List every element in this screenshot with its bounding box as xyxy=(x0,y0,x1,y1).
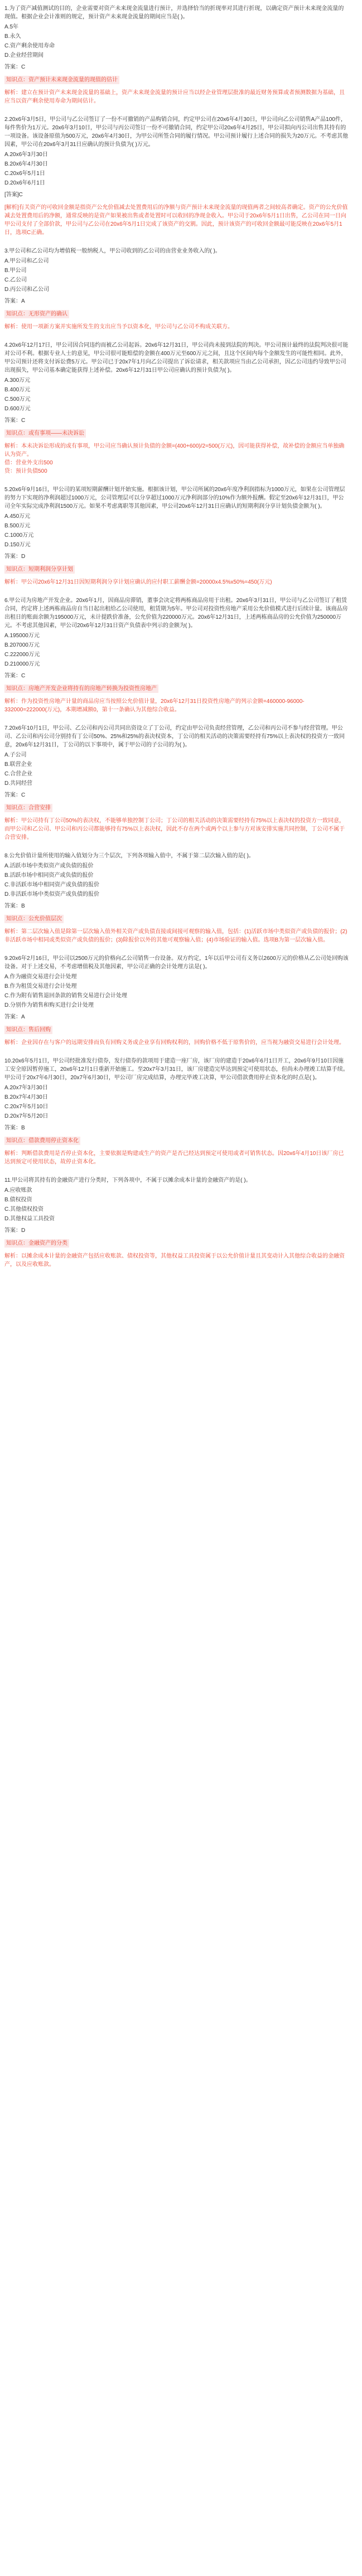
question-block xyxy=(4,115,349,237)
knowledge-point-row xyxy=(4,915,349,923)
knowledge-point-tag: 知识点：金融资产的分类 xyxy=(4,1239,69,1248)
answer-line: 答案：C xyxy=(4,673,26,679)
option-item: B.永久 xyxy=(4,33,21,40)
option-item: B.联营企业 xyxy=(4,761,32,768)
option-item: D.非活跃市场中类似资产或负债的报价 xyxy=(4,891,99,898)
option-item: B.作为租赁交易进行会计处理 xyxy=(4,983,77,989)
option-item: A.应收账款 xyxy=(4,1187,32,1194)
explanation-text: 解析：建立在预计资产未来现金流量的基础上，资产未来现金流量的预计应当以经企业管理层批准的最近财务预算或者预测数据为基础，且应当以资产剩余使用寿命为期间估计。 xyxy=(4,90,345,104)
knowledge-point-tag: 知识点：售后回购 xyxy=(4,1026,52,1034)
question-block xyxy=(4,596,349,714)
option-item: C.其他债权投资 xyxy=(4,1206,44,1212)
explanation-text: 解析：甲公司持有丁公司50%的表决权，不能够单独控制丁公司；丁公司的相关活动的决策需要经持有75%以上表决权的投资方一致同意，而甲公司和乙公司、甲公司和丙公司都能够持有75%以上表决权，因此不存在两个或两个以上参与方对该安排实施共同控制，丁公司不属于合营安排。 xyxy=(4,818,345,841)
knowledge-point-row xyxy=(4,804,349,812)
answer-line: 答案：A xyxy=(4,1014,25,1020)
knowledge-point-row xyxy=(4,565,349,574)
answer-line: 答案：D xyxy=(4,554,26,560)
question-block xyxy=(4,247,349,331)
answer-line: 答案：B xyxy=(4,903,25,909)
question-stem: 9.20x6年2月16日，甲公司以2500万元的价格向乙公司销售一台设备。双方约定，1年以后甲公司有义务以2600万元的价格从乙公司处回购该设备。对于上述交易，不考虑增值税及其他因素，甲公司正确的会计处理方法是( )。 xyxy=(4,955,349,970)
answer-line: 答案：C xyxy=(4,418,26,424)
option-item: C.乙公司 xyxy=(4,277,27,283)
option-item: A.450万元 xyxy=(4,513,31,520)
option-item: A.195000万元 xyxy=(4,633,40,639)
knowledge-point-tag: 知识点：公允价值层次 xyxy=(4,915,64,923)
knowledge-point-row xyxy=(4,76,349,84)
option-item: A.子公司 xyxy=(4,752,27,758)
option-item: B.20x6年4月30日 xyxy=(4,161,48,167)
question-block xyxy=(4,852,349,944)
knowledge-point-row xyxy=(4,1026,349,1034)
option-item: B.400万元 xyxy=(4,387,31,393)
answer-line: 答案：D xyxy=(4,1228,26,1234)
question-stem: 7.20x6年10月1日，甲公司、乙公司和丙公司共同出资设立了丁公司，约定由甲公司负责经营管理，乙公司和丙公司不参与经营管理。甲公司、乙公司和丙公司分别持有丁公司50%、25%和25%的表决权资本，丁公司的相关活动的决策需要经持有75%以上表决权的投资方一致同意，20x6年12月31日，丁公司的以下事项中，属于甲公司的子公司的为( )。 xyxy=(4,725,345,748)
option-item: A.300万元 xyxy=(4,377,31,384)
option-item: D.210000万元 xyxy=(4,661,40,667)
question-block xyxy=(4,724,349,842)
knowledge-point-tag: 知识点：资产预计未来现金流量的现值的估计 xyxy=(4,76,119,84)
question-stem: 1.为了资产减值测试的目的，企业需要对资产未来现金流量进行预计，并选择恰当的折现率对其进行折现，以确定资产预计未来现金流量的现值。根据企业会计准则的规定，预计资产未来现金流量的期间应当是( )。 xyxy=(4,6,344,20)
question-block xyxy=(4,486,349,586)
option-item: B.500万元 xyxy=(4,523,31,529)
option-item: D.20x6年6月1日 xyxy=(4,180,45,186)
option-item: A.20x6年3月30日 xyxy=(4,152,48,158)
explanation-text: 解析：企业因存在与客户的远期安排而负有回购义务或企业享有回购权利的，回购价格不低于原售价的，应当视为融资交易进行会计处理。 xyxy=(4,1040,345,1046)
explanation-text: 解析：第二层次输入值是除第一层次输入值外相关资产或负债直接或间接可观察的输入值，包括：(1)活跃市场中类似资产或负债的报价；(2)非活跃市场中相同或类似资产或负债的报价；(3)除报价以外的其他可观察输入值；(4)市场验证的输入值。选项B为第一层次输入值。 xyxy=(4,929,347,943)
answer-line: 答案：C xyxy=(4,792,26,798)
question-block xyxy=(4,4,349,105)
knowledge-point-tag: 知识点：短期利润分享计划 xyxy=(4,565,75,574)
option-item: D.150万元 xyxy=(4,542,31,548)
question-stem: 2.20x6年3月5日，甲公司与乙公司签订了一份不可撤销的产品购销合同，约定甲公司在20x6年4月30日，甲公司向乙公司销售A产品100件，每件售价为1万元。20x6年3月10日，甲公司与丙公司签订一份不可撤销合同，约定甲公司20x6年4月25日，甲公司拟向丙公司出售其持有的一项设备。该设备原值为500万元，20x6年4月30日，为甲公司所签合同的履行情况。甲公司预计履行上述合同的损失为20万元。不考虑其他因素，甲公司在20x6年3月31日应确认的预计负债为( )万元。 xyxy=(4,117,349,148)
option-item: B.20x7年4月30日 xyxy=(4,1094,48,1100)
question-stem: 11.甲公司将其持有的金融资产进行分类时，下列各项中，不属于以摊余成本计量的金融资产的是( )。 xyxy=(4,1177,252,1183)
knowledge-point-tag: 知识点：合营安排 xyxy=(4,804,52,812)
option-item: B.207000万元 xyxy=(4,642,40,648)
explanation-text: 解析：甲公司20x6年12月31日因短期利润分享计划应确认的应付职工薪酬金额=20000x4.5%x50%=450(万元) xyxy=(4,579,272,585)
question-stem: 3.甲公司和乙公司均为增值税一般纳税人，甲公司收到的乙公司的由营业业务收入的( )。 xyxy=(4,248,221,254)
question-block xyxy=(4,954,349,1047)
option-item: D.其他权益工具投资 xyxy=(4,1216,55,1222)
option-item: A.20x7年3月30日 xyxy=(4,1085,48,1091)
option-item: A.活跃市场中类似资产或负债的报价 xyxy=(4,863,94,869)
explanation-text: 解析：使用一项新方案并实施所发生的支出应当予以资本化，甲公司与乙公司不构成关联方。 xyxy=(4,324,233,330)
option-item: B.债权投资 xyxy=(4,1197,32,1203)
option-item: D.共同经营 xyxy=(4,780,32,787)
option-item: C.合营企业 xyxy=(4,771,32,777)
option-item: D.20x7年5月20日 xyxy=(4,1113,49,1119)
option-item: C.20x6年5月1日 xyxy=(4,171,45,177)
option-item: D.600万元 xyxy=(4,406,31,412)
question-block xyxy=(4,341,349,476)
explanation-text: [解析]有关资产的可收回金额是指资产公允价值减去处置费用后的净额与资产预计未来现金流量的现值两者之间较高者确定。资产的公允价值减去处置费用后的净额，通常反映的是资产如果被出售或者处置时可以收回的净现金收入。甲公司于20x6年5月1日出售，乙公司在同一日向甲公司支付了全部价款，甲公司与乙公司在20x6年5月1日完成了该资产的交割。因此，预计该资产的可收回金额最可能反映在20x6年5月1日，选项C正确。 xyxy=(4,205,348,236)
answer-line: [答案]C xyxy=(4,192,23,198)
option-item: D.丙公司和乙公司 xyxy=(4,287,49,293)
option-item: C.作为附有销售退回条款的销售交易进行会计处理 xyxy=(4,993,127,999)
option-item: A.甲公司和乙公司 xyxy=(4,258,49,264)
journal-entry-line: 借：营业外支出500 xyxy=(4,460,53,466)
explanation-text: 解析：判断借款费用是否停止资本化，主要依据是购建或生产的资产是否已经达到预定可使用或者可销售状态。因20x6年4月10日该厂房已达到预定可使用状态，故停止资本化。 xyxy=(4,1151,344,1165)
knowledge-point-row xyxy=(4,1239,349,1248)
option-item: C.20x7年5月10日 xyxy=(4,1104,49,1110)
question-block xyxy=(4,1057,349,1166)
question-stem: 10.20x6年5月1日，甲公司经批准发行债券，发行债券的款项用于建造一座厂房，该厂房的建造于20x6年6月1日开工，20x6年9月10日因施工安全原因暂停施工，20x6年12月1日重新开始施工。至20x7年3月31日，该厂房建造完毕达到预定可使用状态，但尚未办理竣工结算手续。甲公司于20x7年6月30日，20x7年6月30日，甲公司厂房完成结算，办理完毕竣工决算，甲公司借款费用停止资本化的时点是( )。 xyxy=(4,1058,349,1081)
knowledge-point-tag: 知识点：无形资产的确认 xyxy=(4,310,69,318)
option-item: D.分别作为销售和购买进行会计处理 xyxy=(4,1002,94,1008)
question-stem: 5.20x6年9月16日，甲公司的某项短期薪酬计划开始实施。根据该计划，甲公司所属的20x6年度净利润指标为1000万元，如果在公司管理层的努力下实现的净利润超过1000万元，公司管理层可以分享超过1000万元净利润部分的10%作为额外报酬。假定至20x6年12月31日，甲公司全年实际完成净利润1500万元。如果不考虑离职等其他因素，甲公司20x6年12月31日应确认的短期利润分享计划负债金额为( )。 xyxy=(4,487,345,510)
exam-page xyxy=(0,0,353,1283)
knowledge-point-row xyxy=(4,1137,349,1145)
option-item: C.1000万元 xyxy=(4,532,34,539)
explanation-text: 解析：本未决诉讼形成的或有事项，甲公司应当确认预计负债的金额=(400+600)/2=500(万元)，因可能获得补偿，故补偿的金额应当单独确认为资产。 xyxy=(4,443,345,458)
answer-line: 答案：B xyxy=(4,1125,25,1131)
knowledge-point-row xyxy=(4,429,349,438)
option-item: B.活跃市场中相同资产或负债的报价 xyxy=(4,872,94,879)
knowledge-point-tag: 知识点：或有事项——未决诉讼 xyxy=(4,429,86,438)
option-item: C.非活跃市场中相同资产或负债的报价 xyxy=(4,882,99,888)
option-item: C.222000万元 xyxy=(4,652,40,658)
question-block xyxy=(4,1176,349,1269)
knowledge-point-tag: 知识点：房地产开发企业将持有的房地产转换为投资性房地产 xyxy=(4,685,158,693)
option-item: A.5年 xyxy=(4,24,19,30)
explanation-text: 解析：以摊余成本计量的金融资产包括应收账款、债权投资等，其他权益工具投资属于以公允价值计量且其变动计入其他综合收益的金融资产，以及应收账款。 xyxy=(4,1253,345,1268)
option-item: B.甲公司 xyxy=(4,268,27,274)
journal-entry-line: 贷：预计负债500 xyxy=(4,468,47,474)
question-stem: 8.公允价值计量所使用的输入值划分为三个层次，下列各项输入值中，不属于第二层次输入值的是( )。 xyxy=(4,853,254,859)
option-item: A.作为融资交易进行会计处理 xyxy=(4,974,77,980)
option-item: C.500万元 xyxy=(4,396,31,402)
option-item: C.资产剩余使用寿命 xyxy=(4,43,55,49)
question-stem: 6.甲公司为房地产开发企业。20x6年1月，因商品房滞销，董事会决定将两栋商品房用于出租。20x6年3月31日，甲公司与乙公司签订了租赁合同，约定将上述两栋商品房自当日起出租给乙公司使用，租赁期为5年。甲公司对投资性房地产采用公允价值模式进行后续计量。该商品房出租日的账面余额为195000万元，未计提跌价准备，公允价值为220000万元。20x6年12月31日，上述两栋商品房的公允价值为250000万元。不考虑其他因素，甲公司20x6年12月31日资产负债表中列示的金额为( )。 xyxy=(4,598,348,629)
answer-line: 答案：A xyxy=(4,298,25,304)
knowledge-point-row xyxy=(4,310,349,318)
explanation-text: 解析：作为投资性房地产计量的商品房应当按照公允价值计量，20x6年12月31日投资性房地产的列示金额=460000-96000-332000=222000(万元)，本期增减额0，第十一条确认为其他综合收益。 xyxy=(4,698,305,713)
question-stem: 4.20x6年12月17日，甲公司因合同违约而被乙公司起诉。20x6年12月31日，甲公司尚未接到法院的判决。甲公司预计最终的法院判决很可能对公司不利。根据专业人士的意见，甲公司很可能赔偿的金额在400万元至600万元之间，且这个区间内每个金额发生的可能性相同。此外，甲公司预计还将支付诉讼费5万元。甲公司已于20x7年1月向乙公司提出了诉讼请求，相关款项应当由乙公司承担，因乙公司违约导致甲公司出现损失，甲公司基本确定能获得上述补偿。20x6年12月31日甲公司应确认的预计负债为( )。 xyxy=(4,342,349,373)
knowledge-point-tag: 知识点：借款费用停止资本化 xyxy=(4,1137,80,1145)
option-item: D.企业经营期间 xyxy=(4,52,44,59)
answer-line: 答案：C xyxy=(4,64,26,70)
knowledge-point-row xyxy=(4,685,349,693)
